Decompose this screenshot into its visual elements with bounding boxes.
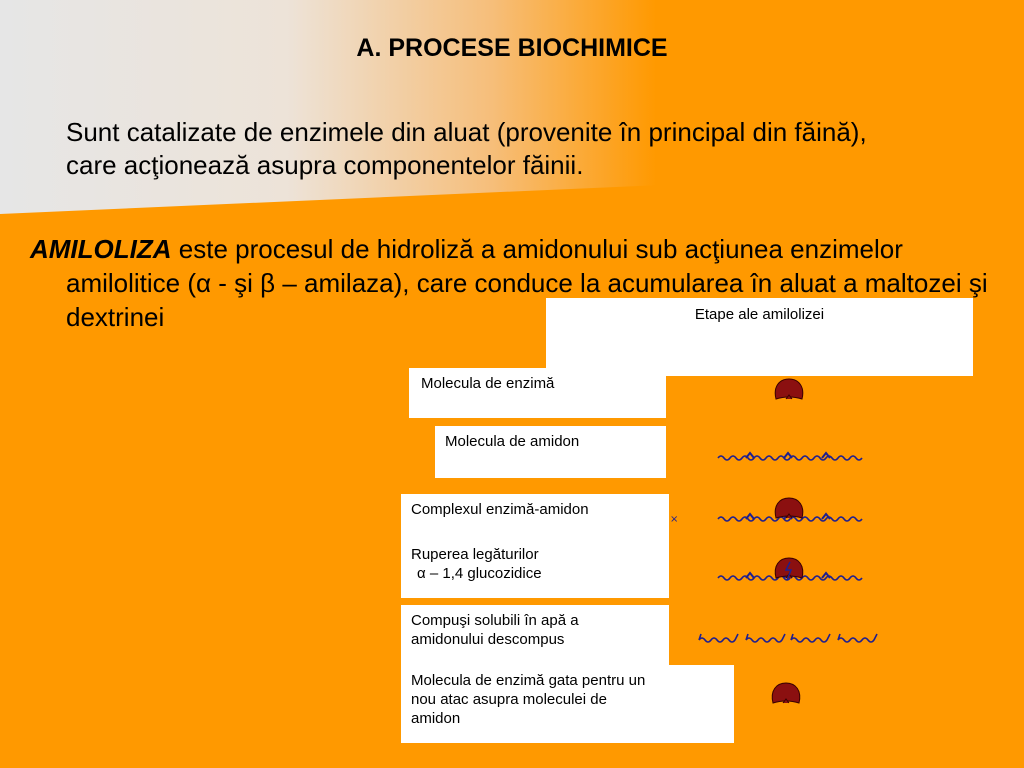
stage-break-label-2: α – 1,4 glucozidice <box>417 565 542 582</box>
stage-soluble-label-1: Compuşi solubili în apă a <box>411 612 579 629</box>
stage-complex-label: Complexul enzimă-amidon <box>411 501 589 518</box>
stage-enzyme-box <box>409 368 666 418</box>
slide-title: A. PROCESE BIOCHIMICE <box>356 34 668 62</box>
stage-ready-label-2: nou atac asupra moleculei de <box>411 691 607 708</box>
amiloliza-term: AMILOLIZA <box>30 234 172 264</box>
intro-paragraph <box>66 116 966 182</box>
stage-starch-box <box>435 426 666 478</box>
diagram-header-box <box>546 298 973 376</box>
stage-ready-label-1: Molecula de enzimă gata pentru un <box>411 672 646 689</box>
intro-line-2: care acţionează asupra componentelor făinii. <box>66 150 584 180</box>
amiloliza-text: este procesul de hidroliză a amidonului sub acţiunea enzimelor amilolitice (α - şi β – amilaza), care conduce la acumularea în aluat a maltozei şi dextrinei <box>66 234 988 332</box>
stage-break-label-1: Ruperea legăturilor <box>411 546 539 563</box>
diagram-header: Etape ale amilolizei <box>694 306 825 323</box>
stage-ready-box <box>401 665 734 743</box>
stage-soluble-label-2: amidonului descompus <box>411 631 565 648</box>
stage-ready-label-3: amidon <box>411 710 461 727</box>
stage-enzyme-label: Molecula de enzimă <box>421 375 555 392</box>
stage-soluble-box <box>401 605 669 665</box>
stage-complex-box <box>401 494 669 598</box>
stage-starch-label: Molecula de amidon <box>445 433 580 450</box>
svg-text:×: × <box>670 514 679 525</box>
intro-line-1: Sunt catalizate de enzimele din aluat (provenite în principal din făină), <box>66 117 867 147</box>
